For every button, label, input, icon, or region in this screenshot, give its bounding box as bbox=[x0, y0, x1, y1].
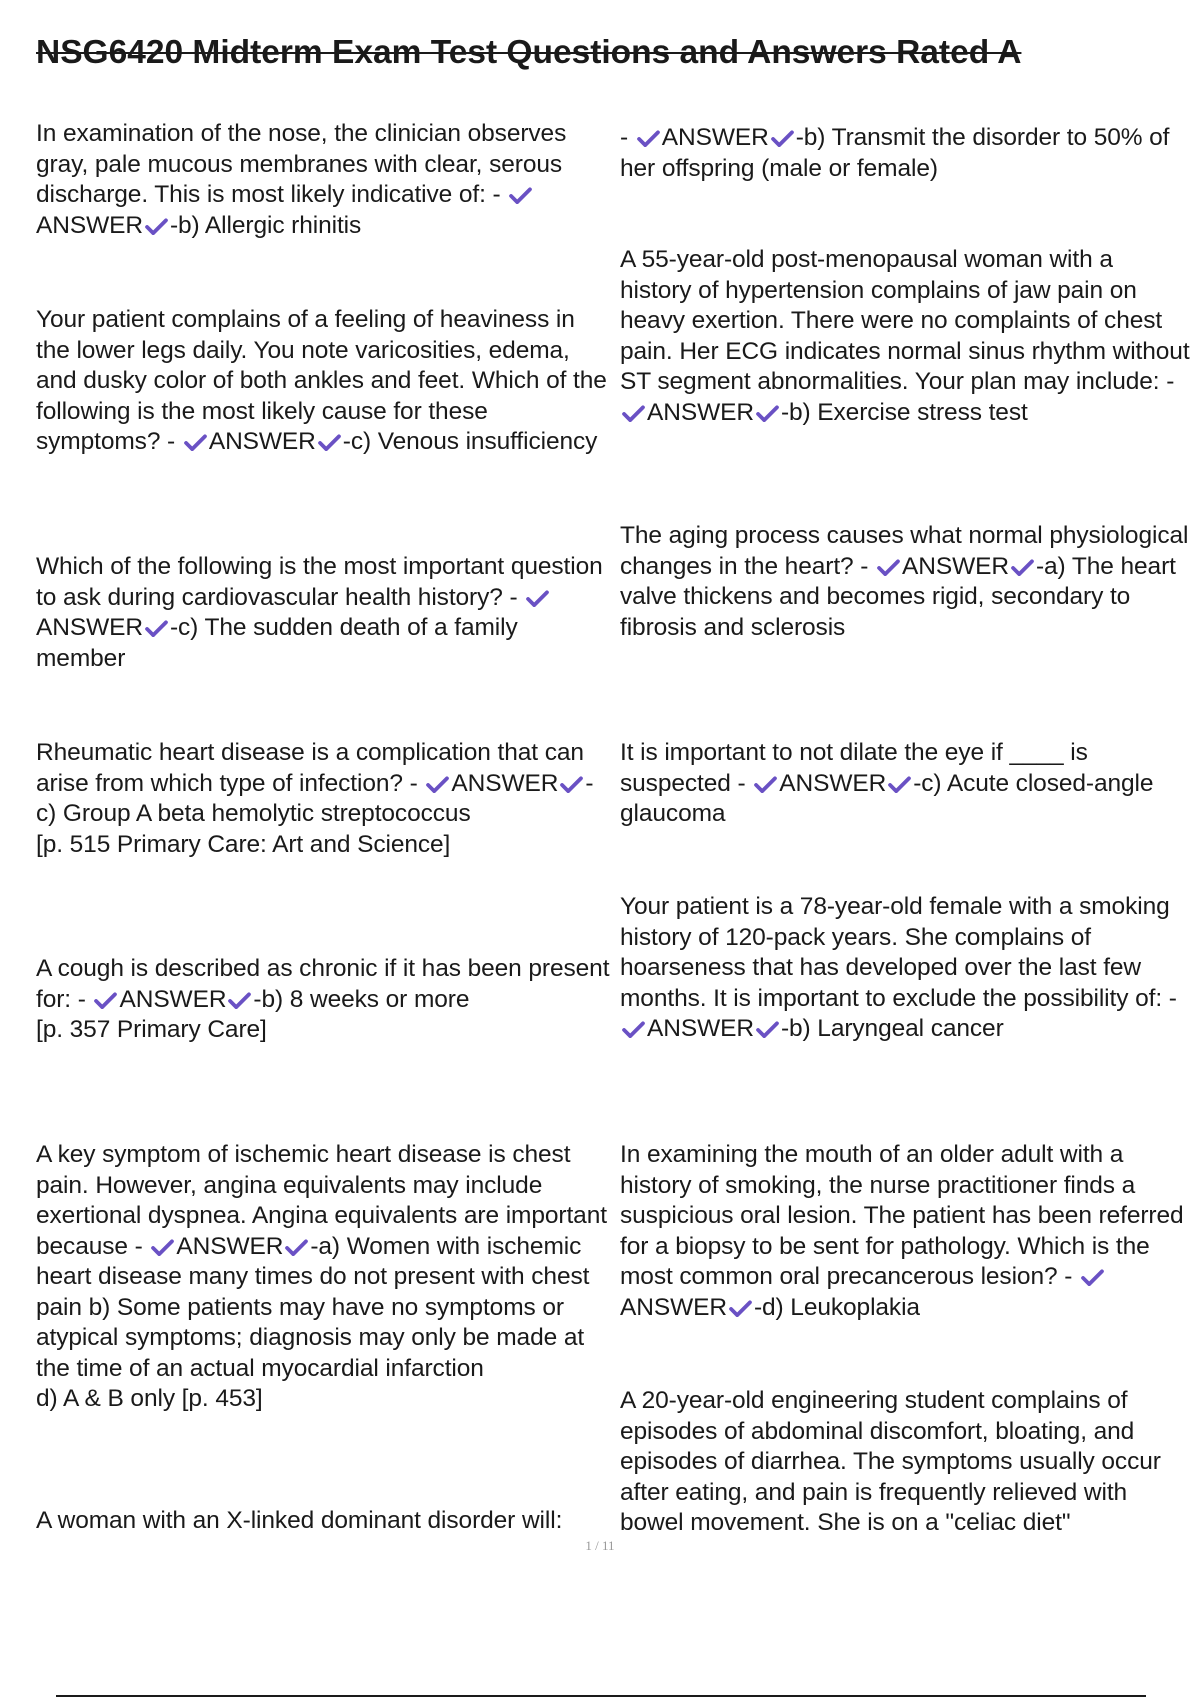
checkmark-icon bbox=[756, 405, 779, 422]
checkmark-icon bbox=[184, 434, 207, 451]
answer-text: -c) Venous insufficiency bbox=[342, 428, 598, 455]
question-block bbox=[36, 738, 611, 860]
checkmark-icon bbox=[285, 1239, 308, 1256]
question-block bbox=[36, 552, 611, 674]
checkmark-icon bbox=[145, 218, 168, 235]
question-text: A 55-year-old post-menopausal woman with a history of hypertension complains of jaw pain on heavy exertion. There were no complaints of chest pain. Her ECG indicates normal sinus rhythm without ST segment abnormalities. Your plan may include: - bbox=[620, 246, 1190, 395]
answer-text: -c) Group A beta hemolytic streptococcus bbox=[36, 769, 594, 827]
question-text: Which of the following is the most important question to ask during cardiovascular health history? - bbox=[36, 553, 603, 611]
checkmark-icon bbox=[94, 992, 117, 1009]
answer-marker: ANSWER bbox=[647, 398, 754, 426]
question-block bbox=[620, 1386, 1190, 1539]
question-text: A key symptom of ischemic heart disease is chest pain. However, angina equivalents may include exertional dyspnea. Angina equivalents are important because - bbox=[36, 1141, 607, 1260]
page-number: 1 / 11 bbox=[585, 1538, 615, 1553]
checkmark-icon bbox=[637, 130, 660, 147]
checkmark-icon bbox=[1081, 1269, 1104, 1286]
question-block bbox=[36, 1506, 636, 1537]
question-block bbox=[620, 892, 1190, 1045]
question-text: The aging process causes what normal physiological changes in the heart? - bbox=[620, 522, 1189, 580]
question-text: A cough is described as chronic if it has been present for: - bbox=[36, 955, 610, 1013]
checkmark-icon bbox=[318, 434, 341, 451]
answer-marker: ANSWER bbox=[36, 211, 143, 239]
answer-text: -b) Transmit the disorder to 50% of her offspring (male or female) bbox=[620, 124, 1170, 182]
checkmark-icon bbox=[228, 992, 251, 1009]
answer-text: -c) Acute closed-angle glaucoma bbox=[620, 769, 1154, 827]
checkmark-icon bbox=[526, 590, 549, 607]
answer-text: -b) Allergic rhinitis bbox=[169, 211, 362, 239]
question-text: A woman with an X-linked dominant disorder will: bbox=[36, 1507, 563, 1534]
checkmark-icon bbox=[151, 1239, 174, 1256]
checkmark-icon bbox=[756, 1021, 779, 1038]
question-block bbox=[36, 305, 611, 458]
question-text: A 20-year-old engineering student complains of episodes of abdominal discomfort, bloating, and episodes of diarrhea. The symptoms usually occur after eating, and pain is frequently relieved with bowel movement. She is on a "celiac diet" bbox=[620, 1387, 1161, 1536]
question-block bbox=[620, 521, 1190, 643]
question-text: Your patient complains of a feeling of heaviness in the lower legs daily. You note varicosities, edema, and dusky color of both ankles and feet. Which of the following is the most likely cause for these symptoms? - bbox=[36, 306, 607, 455]
answer-text: -b) Laryngeal cancer bbox=[780, 1015, 1004, 1042]
footer-divider bbox=[56, 1695, 1146, 1697]
question-block bbox=[620, 1140, 1190, 1323]
document-title: NSG6420 Midterm Exam Test Questions and Answers Rated A bbox=[36, 34, 1022, 71]
question-text: - bbox=[620, 124, 635, 151]
question-block bbox=[620, 123, 1190, 184]
question-text: Rheumatic heart disease is a complication that can arise from which type of infection? - bbox=[36, 739, 584, 797]
checkmark-icon bbox=[888, 776, 911, 793]
checkmark-icon bbox=[1011, 559, 1034, 576]
checkmark-icon bbox=[509, 187, 532, 204]
answer-marker: ANSWER bbox=[779, 769, 887, 797]
checkmark-icon bbox=[622, 1021, 645, 1038]
question-block bbox=[36, 1140, 611, 1415]
answer-text: -d) Leukoplakia bbox=[753, 1293, 920, 1321]
question-text: Your patient is a 78-year-old female with a smoking history of 120-pack years. She complains of hoarseness that has developed over the last few months. It is important to exclude the possibility of: - bbox=[620, 893, 1177, 1012]
answer-text: -b) 8 weeks or more bbox=[253, 985, 470, 1013]
answer-text: -c) The sudden death of a family member bbox=[36, 614, 518, 672]
answer-text: -a) Women with ischemic heart disease many times do not present with chest pain b) Some patients may have no symptoms or atypical symptoms; diagnosis may only be made at the time of an actual myocardial infarction bbox=[36, 1232, 590, 1382]
checkmark-icon bbox=[754, 776, 777, 793]
answer-marker: ANSWER bbox=[902, 552, 1009, 580]
checkmark-icon bbox=[729, 1300, 752, 1317]
checkmark-icon bbox=[771, 130, 794, 147]
question-block bbox=[36, 954, 611, 1046]
checkmark-icon bbox=[877, 559, 900, 576]
checkmark-icon bbox=[560, 776, 583, 793]
answer-marker: ANSWER bbox=[36, 614, 143, 641]
answer-marker: ANSWER bbox=[661, 124, 769, 151]
answer-marker: ANSWER bbox=[451, 769, 559, 797]
checkmark-icon bbox=[426, 776, 449, 793]
answer-marker: ANSWER bbox=[176, 1232, 284, 1260]
answer-text: -a) The heart valve thickens and becomes rigid, secondary to fibrosis and sclerosis bbox=[620, 552, 1176, 641]
question-block bbox=[36, 119, 611, 241]
checkmark-icon bbox=[622, 405, 645, 422]
answer-marker: ANSWER bbox=[119, 985, 227, 1013]
reference-text: d) A & B only [p. 453] bbox=[36, 1385, 263, 1412]
checkmark-icon bbox=[145, 620, 168, 637]
answer-marker: ANSWER bbox=[208, 428, 316, 455]
question-text: It is important to not dilate the eye if ____ is suspected - bbox=[620, 739, 1088, 797]
question-block bbox=[620, 245, 1190, 428]
reference-text: [p. 515 Primary Care: Art and Science] bbox=[36, 830, 451, 858]
answer-marker: ANSWER bbox=[620, 1293, 727, 1321]
answer-marker: ANSWER bbox=[647, 1015, 754, 1042]
answer-text: -b) Exercise stress test bbox=[780, 398, 1028, 426]
reference-text: [p. 357 Primary Care] bbox=[36, 1016, 267, 1043]
question-block bbox=[620, 738, 1190, 830]
question-text: In examining the mouth of an older adult with a history of smoking, the nurse practitioner finds a suspicious oral lesion. The patient has been referred for a biopsy to be sent for pathology. Which is the most common oral precancerous lesion? - bbox=[620, 1141, 1184, 1290]
question-text: In examination of the nose, the clinician observes gray, pale mucous membranes with clear, serous discharge. This is most likely indicative of: - bbox=[36, 120, 567, 208]
